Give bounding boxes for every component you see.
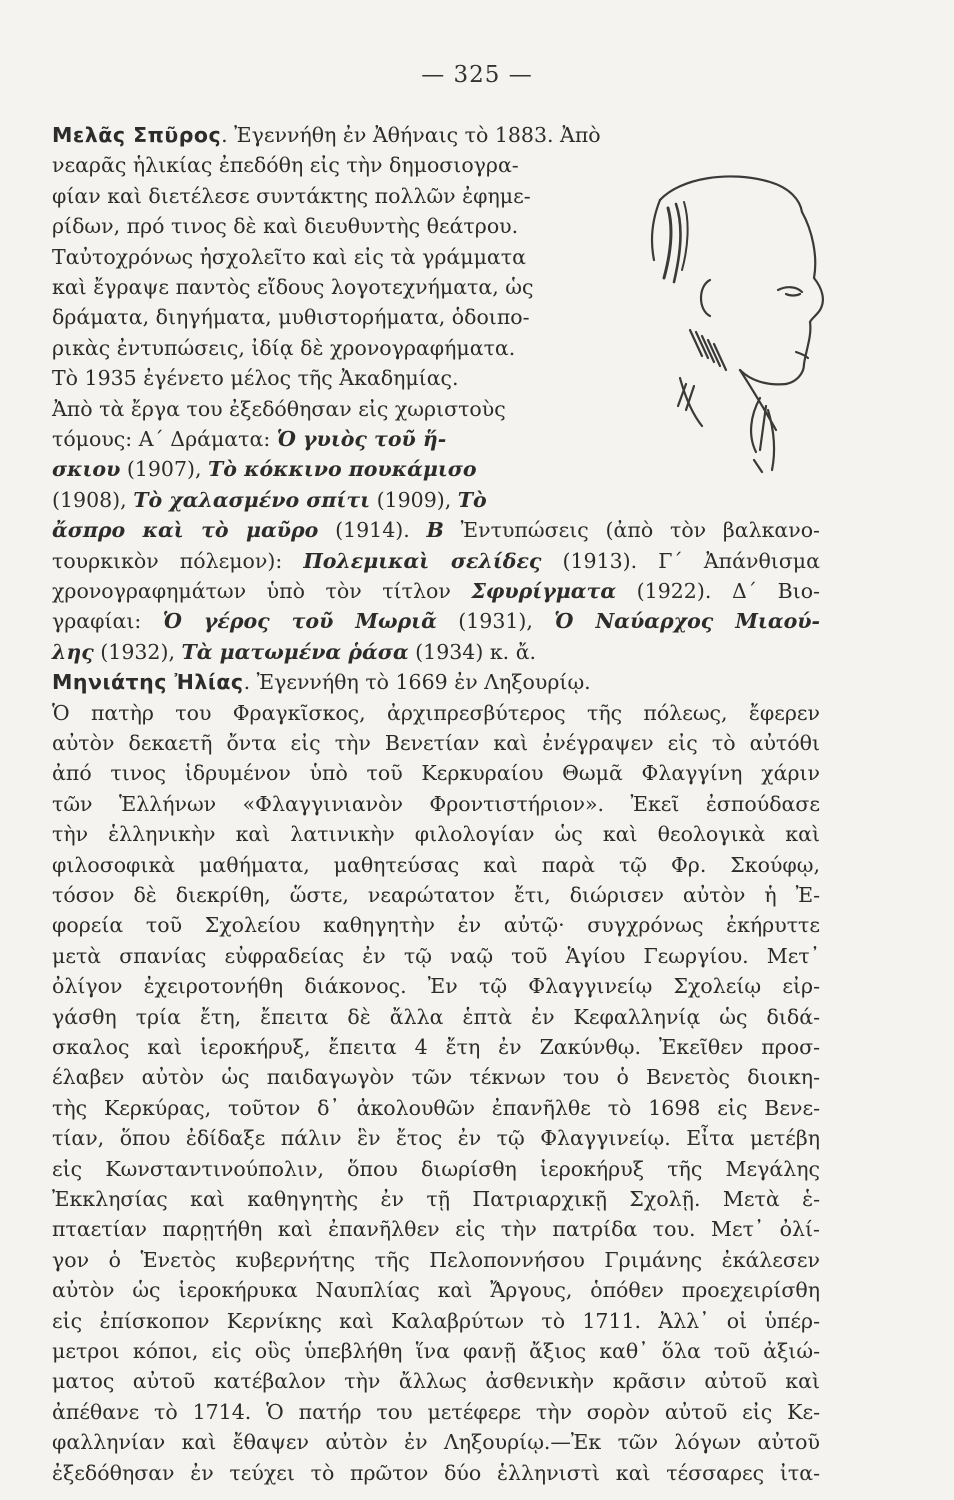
text-line [52,211,518,241]
work-title: Ὁ γυιὸς τοῦ ἥ- [276,427,447,451]
text-segment: Ἀπὸ τὰ ἔργα του ἐξεδόθησαν εἰς χωριστοὺς [52,396,506,421]
entry-heading: Μελᾶς Σπῦρος [52,123,222,147]
text-segment: αὐτὸν ὡς ἱεροκήρυκα Ναυπλίας καὶ Ἄργους, ὁπόθεν προεχειρίσθη [52,1278,820,1303]
text-segment: . Ἐγεννήθη ἐν Ἀθήναις τὸ 1883. Ἀπὸ [221,123,601,147]
work-title: Σφυρίγματα [471,579,617,603]
text-line [52,272,533,302]
text-line [52,454,477,484]
text-line [52,789,820,819]
work-title: λης [52,639,94,664]
text-segment: πταετίαν παρῃτήθη καὶ ἐπανῆλθεν εἰς τὴν πατρίδα του. Μετ᾽ ὀλί- [52,1217,820,1242]
text-segment: (1913). Γ΄ Ἀπάνθισμα [541,548,820,573]
entry-heading: Μηνιάτης Ἠλίας [52,670,244,695]
text-line [52,1123,820,1153]
text-line [52,242,526,272]
text-segment: (1908), [52,487,134,512]
text-segment: τῶν Ἑλλήνων «Φλαγγινιανὸν Φροντιστήριον». Ἐκεῖ ἐσπούδασε [52,791,820,816]
text-segment: ματος αὐτοῦ κατέβαλον τὴν ἄλλως ἀσθενικὴν κρᾶσιν αὐτοῦ καὶ [52,1369,820,1394]
text-line [52,1306,820,1336]
text-line [52,819,820,849]
text-line [52,667,591,697]
text-segment: (1914). [318,518,427,543]
text-segment: (1932), [93,639,182,664]
text-line [52,1002,820,1032]
text-segment: τίαν, ὅπου ἐδίδαξε πάλιν ἓν ἔτος ἐν τῷ Φλαγγινείῳ. Εἶτα μετέβη [52,1126,820,1151]
text-segment: έλαβεν αὐτὸν ὡς παιδαγωγὸν τῶν τέκνων του ὁ Βενετὸς διοικη- [52,1065,820,1090]
text-line [52,1427,820,1457]
text-line [52,880,820,910]
text-segment: φορεία τοῦ Σχολείου καθηγητὴν ἐν αὐτῷ· συγχρόνως ἐκήρυττε [52,913,820,938]
text-line [52,637,536,667]
text-line [52,1275,820,1305]
work-title: Τὸ κόκκινο πουκάμισο [208,457,477,482]
work-title: σκιου [52,457,121,482]
text-line [52,606,820,636]
text-segment: ρικὰς ἐντυπώσεις, ἰδίᾳ δὲ χρονογραφήματα. [52,335,516,360]
text-segment: νεαρᾶς ἡλικίας ἐπεδόθη εἰς τὴν δημοσιογρα- [52,153,519,178]
text-line [52,758,820,788]
text-segment: ἐξεδόθησαν ἐν τεύχει τὸ πρῶτον δύο ἑλληνιστὶ καὶ τέσσαρες ἰτα- [52,1460,820,1485]
text-segment: (1907), [120,457,209,482]
text-segment: εἰς Κωνσταντινούπολιν, ὅπου διωρίσθη ἱεροκήρυξ τῆς Μεγάλης [52,1156,820,1181]
text-line [52,1458,820,1488]
work-title: ἄσπρο καὶ τὸ μαῦρο [52,518,319,543]
text-line [52,150,519,180]
work-title: Τὰ ματωμένα ῥάσα [181,639,409,664]
text-segment: τὴς Κερκύρας, τοῦτον δ᾽ ἀκολουθῶν ἐπανῆλθε τὸ 1698 εἰς Βενε- [52,1095,820,1120]
text-segment: Ἐκκλησίας καὶ καθηγητὴς ἐν τῇ Πατριαρχικῇ Σχολῇ. Μετὰ ἑ- [52,1187,820,1211]
text-line [52,1032,820,1062]
text-segment: τουρκικὸν πόλεμον): [52,548,304,573]
text-segment: τόμους: Α΄ Δράματα: [52,427,277,451]
text-segment: δράματα, διηγήματα, μυθιστορήματα, ὁδοιπο- [52,305,530,330]
text-segment: ἀπό τινος ἱδρυμένον ὑπὸ τοῦ Κερκυραίου Θωμᾶ Φλαγγίνη χάριν [52,761,820,786]
page-number: — 325 — [421,62,533,88]
text-line [52,363,459,393]
text-line [52,576,820,606]
text-segment: ρίδων, πρό τινος δὲ καὶ διευθυντὴς θεάτρου. [52,214,519,239]
text-segment: χρονογραφημάτων ὑπὸ τὸν τίτλον [52,579,472,603]
text-line [52,1062,820,1092]
text-line [52,728,820,758]
work-title: Τὸ [457,487,487,512]
text-line [52,1214,820,1244]
text-segment: (1922). Δ΄ Βιο- [616,579,820,603]
work-title: Ὁ γέρος τοῦ Μωριᾶ [162,609,437,634]
text-segment: (1909), [370,487,458,512]
text-segment: εἰς ἐπίσκοπον Κερνίκης καὶ Καλαβρύτων τὸ 1711. Ἀλλ᾽ οἱ ὑπέρ- [52,1308,820,1333]
text-segment: τὴν ἑλληνικὴν καὶ λατινικὴν φιλολογίαν ὡς καὶ θεολογικὰ καὶ [52,822,820,847]
text-line [52,1245,820,1275]
text-line [52,333,515,363]
text-segment: καὶ ἔγραψε παντὸς εἴδους λογοτεχνήματα, ὡς [52,275,534,299]
text-line [52,910,820,940]
text-segment: φαλληνίαν καὶ ἔθαψεν αὐτὸν ἐν Ληξουρίῳ.—Ἐκ τῶν λόγων αὐτοῦ [52,1430,820,1455]
text-line [52,698,820,728]
text-segment: Τὸ 1935 ἐγένετο μέλος τῆς Ἀκαδημίας. [52,366,459,391]
text-line [52,515,820,545]
text-segment: φιλοσοφικὰ μαθήματα, μαθητεύσας καὶ παρὰ τῷ Φρ. Σκούφῳ, [52,852,820,877]
text-line [52,1093,820,1123]
work-title: Ὁ Ναύαρχος Μιαού- [554,609,821,634]
text-segment: Ἐντυπώσεις (ἀπὸ τὸν βαλκανο- [443,518,820,543]
text-line [52,424,446,454]
text-segment: φίαν καὶ διετέλεσε συντάκτης πολλῶν ἐφημε- [52,183,531,208]
text-segment: ἀπέθανε τὸ 1714. Ὁ πατήρ του μετέφερε τὴν σορὸν αὐτοῦ εἰς Κε- [52,1399,820,1424]
text-segment: γραφίαι: [52,609,163,634]
text-segment: μετὰ σπανίας εὐφραδείας ἐν τῷ ναῷ τοῦ Ἁγίου Γεωργίου. Μετ᾽ [52,943,820,968]
text-line [52,1184,820,1214]
text-line [52,941,820,971]
text-segment: ὀλίγον ἐχειροτονήθη διάκονος. Ἐν τῷ Φλαγγινείῳ Σχολείῳ εἰρ- [52,974,820,999]
work-title: Τὸ χαλασμένο σπίτι [133,487,371,512]
text-segment: . Ἐγεννήθη τὸ 1669 ἐν Ληξουρίῳ. [243,670,591,695]
text-segment: τόσον δὲ διεκρίθη, ὥστε, νεαρώτατον ἔτι, διώρισεν αὐτὸν ἡ Ἐ- [52,883,820,907]
text-line [52,971,820,1001]
text-line [52,1366,820,1396]
text-segment: Ὁ πατὴρ του Φραγκῖσκος, ἀρχιπρεσβύτερος τῆς πόλεως, ἔφερεν [52,700,820,725]
text-line [52,1397,820,1427]
work-title: Β [426,518,444,543]
text-segment: (1931), [436,609,555,634]
portrait-sketch [590,160,830,530]
text-line [52,394,506,424]
text-segment: αὐτὸν δεκαετῆ ὄντα εἰς τὴν Βενετίαν καὶ ἐνέγραψεν εἰς τὸ αὐτόθι [52,731,820,755]
text-line [52,1336,820,1366]
text-segment: σκαλος καὶ ἱεροκήρυξ, ἔπειτα 4 ἔτη ἐν Ζακύνθῳ. Ἐκεῖθεν προσ- [52,1035,820,1059]
text-line [52,302,530,332]
text-segment: γον ὁ Ἑνετὸς κυβερνήτης τῆς Πελοποννήσου Γριμάνης ἐκάλεσεν [52,1247,820,1272]
text-line [52,1154,820,1184]
text-line [52,485,487,515]
text-line [52,850,820,880]
text-segment: Ταὐτοχρόνως ἠσχολεῖτο καὶ εἰς τὰ γράμματα [52,244,526,269]
work-title: Πολεμικαὶ σελίδες [303,548,542,573]
text-segment: (1934) κ. ἄ. [408,639,537,664]
text-line [52,546,820,576]
text-segment: γάσθη τρία ἔτη, ἔπειτα δὲ ἄλλα ἑπτὰ ἐν Κεφαλληνίᾳ ὡς διδά- [52,1004,820,1029]
text-segment: μετροι κόποι, εἰς οὓς ὑπεβλήθη ἵνα φανῇ ἄξιος καθ᾽ ὅλα τοῦ ἀξιώ- [52,1339,820,1363]
text-line [52,181,531,211]
text-line [52,120,601,150]
